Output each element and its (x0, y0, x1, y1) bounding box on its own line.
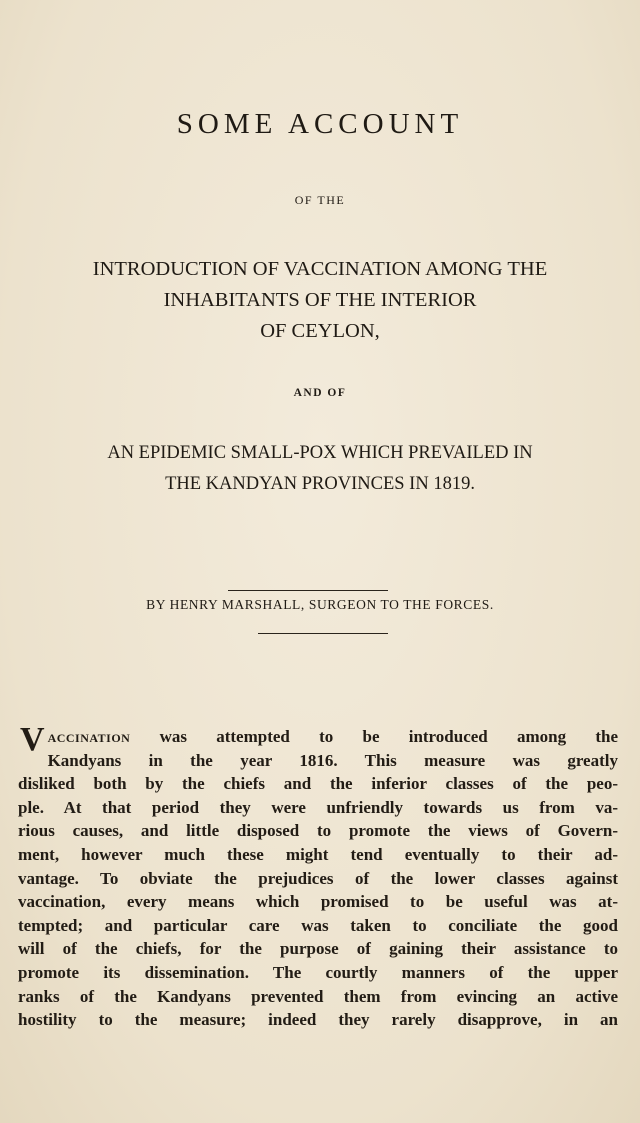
main-title-line-1: INTRODUCTION OF VACCINATION AMONG THE (92, 258, 548, 280)
body-line: vantage. To obviate the prejudices of the lower classes against (18, 868, 618, 888)
divider-rule-bottom (258, 633, 388, 634)
body-paragraph (18, 721, 618, 1032)
body-line: will of the chiefs, for the purpose of gaining their assistance to (18, 939, 618, 959)
divider-rule-top (228, 590, 388, 591)
drop-cap: V (20, 721, 45, 758)
body-line: ment, however much these might tend eventually to their ad- (18, 844, 618, 864)
body-line-1 (18, 725, 618, 749)
body-line-1-rest: was attempted to be introduced among the (130, 727, 618, 746)
body-line: tempted; and particular care was taken to conciliate the good (18, 915, 618, 935)
first-word-rest: accination (47, 727, 131, 746)
body-line: rious causes, and little disposed to promote the views of Govern- (18, 821, 618, 841)
epidemic-title-line-1: AN EPIDEMIC SMALL-POX WHICH PREVAILED IN (107, 443, 533, 463)
body-line: promote its dissemination. The courtly manners of the upper (18, 962, 618, 982)
subtitle-and-of: AND OF (293, 387, 347, 399)
body-line: disliked both by the chiefs and the inferior classes of the peo- (18, 774, 618, 794)
author-line: BY HENRY MARSHALL, SURGEON TO THE FORCES. (146, 597, 494, 612)
subtitle-of-the: OF THE (294, 193, 346, 207)
body-line: vaccination, every means which promised to be useful was at- (18, 892, 618, 912)
epidemic-title-line-2: THE KANDYAN PROVINCES IN 1819. (165, 474, 475, 494)
body-line: ple. At that period they were unfriendly towards us from va- (18, 797, 618, 817)
body-line: hostility to the measure; indeed they rarely disapprove, in an (18, 1010, 618, 1030)
page-title: SOME ACCOUNT (176, 108, 464, 140)
main-title-line-2: INHABITANTS OF THE INTERIOR (163, 289, 477, 311)
main-title-line-3: OF CEYLON, (260, 320, 380, 342)
body-line: Kandyans in the year 1816. This measure was greatly (47, 750, 618, 770)
body-line: ranks of the Kandyans prevented them from evincing an active (18, 986, 618, 1006)
